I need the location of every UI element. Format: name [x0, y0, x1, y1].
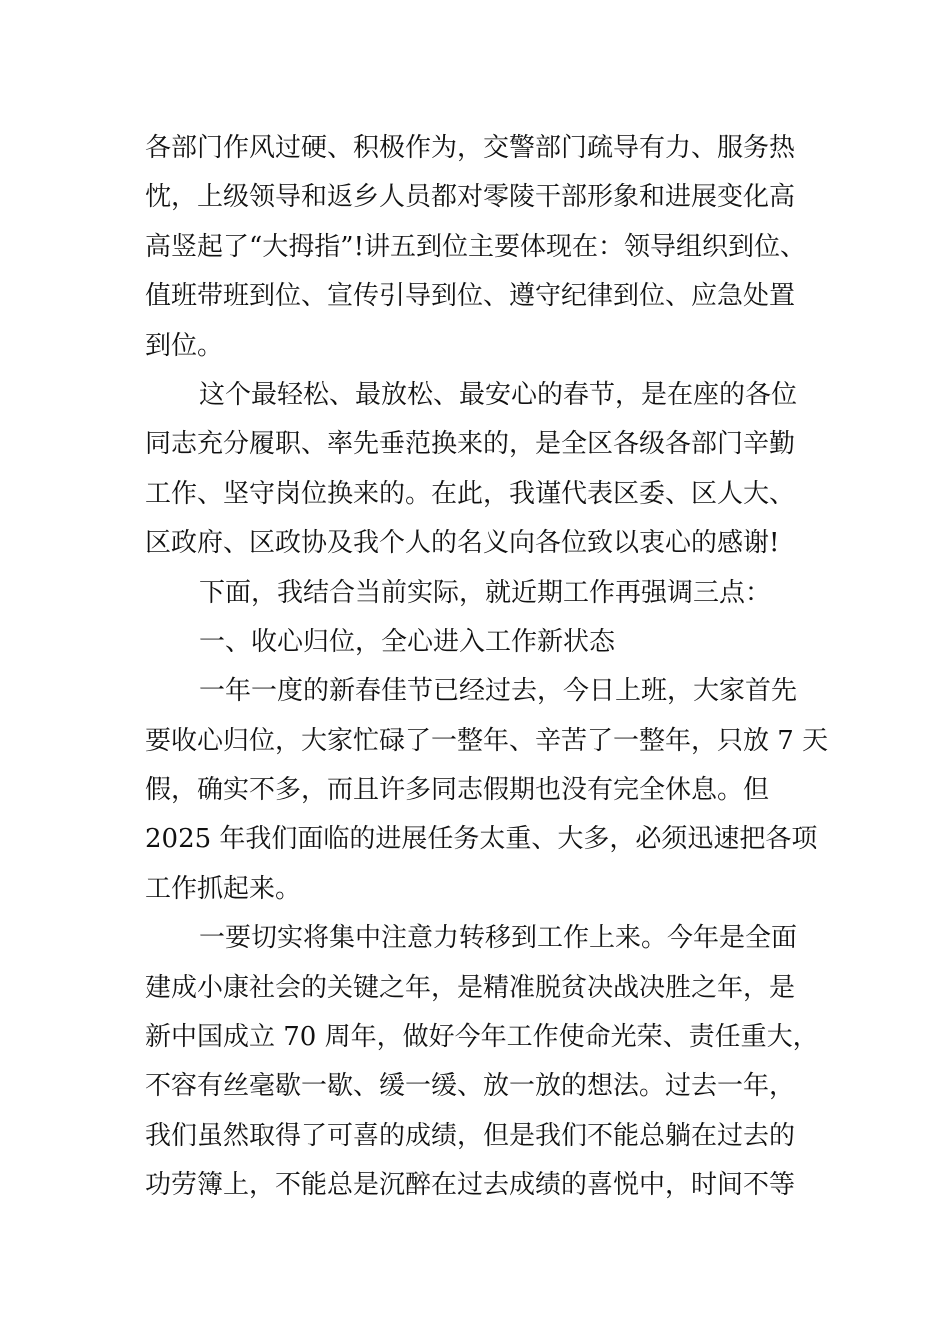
paragraph-first-line: 下面，我结合当前实际，就近期工作再强调三点： [199, 577, 772, 608]
text-line: 高竖起了“大拇指”!讲五到位主要体现在：领导组织到位、 [145, 231, 807, 262]
text-line: 假，确实不多，而且许多同志假期也没有完全休息。但 [145, 775, 770, 806]
text-line: 新中国成立 70 周年，做好今年工作使命光荣、责任重大， [145, 1022, 819, 1053]
text-line: 功劳簿上，不能总是沉醉在过去成绩的喜悦中，时间不等 [145, 1170, 796, 1201]
text-line: 建成小康社会的关键之年，是精准脱贫决战决胜之年，是 [145, 972, 796, 1003]
text-line: 区政府、区政协及我个人的名义向各位致以衷心的感谢! [145, 528, 780, 559]
text-line: 同志充分履职、率先垂范换来的，是全区各级各部门辛勤 [145, 429, 796, 460]
paragraph-first-line: 一要切实将集中注意力转移到工作上来。今年是全面 [199, 923, 798, 954]
paragraph-first-line: 这个最轻松、最放松、最安心的春节，是在座的各位 [199, 379, 798, 410]
text-line: 工作、坚守岗位换来的。在此，我谨代表区委、区人大、 [145, 478, 796, 509]
text-line: 忱，上级领导和返乡人员都对零陵干部形象和进展变化高 [145, 182, 796, 213]
text-line: 工作抓起来。 [145, 873, 302, 904]
paragraph-first-line: 一年一度的新春佳节已经过去，今日上班，大家首先 [199, 676, 798, 707]
text-line: 到位。 [145, 330, 224, 361]
text-line: 2025 年我们面临的进展任务太重、大多，必须迅速把各项 [145, 824, 818, 855]
text-line: 要收心归位，大家忙碌了一整年、辛苦了一整年，只放 7 天 [145, 725, 829, 756]
document-body [145, 124, 829, 1211]
text-line: 不容有丝毫歇一歇、缓一缓、放一放的想法。过去一年， [145, 1071, 796, 1102]
section-heading: 一、收心归位，全心进入工作新状态 [199, 626, 616, 657]
text-line: 值班带班到位、宣传引导到位、遵守纪律到位、应急处置 [145, 281, 796, 312]
text-line: 各部门作风过硬、积极作为，交警部门疏导有力、服务热 [145, 133, 796, 163]
text-line: 我们虽然取得了可喜的成绩，但是我们不能总躺在过去的 [145, 1120, 796, 1151]
